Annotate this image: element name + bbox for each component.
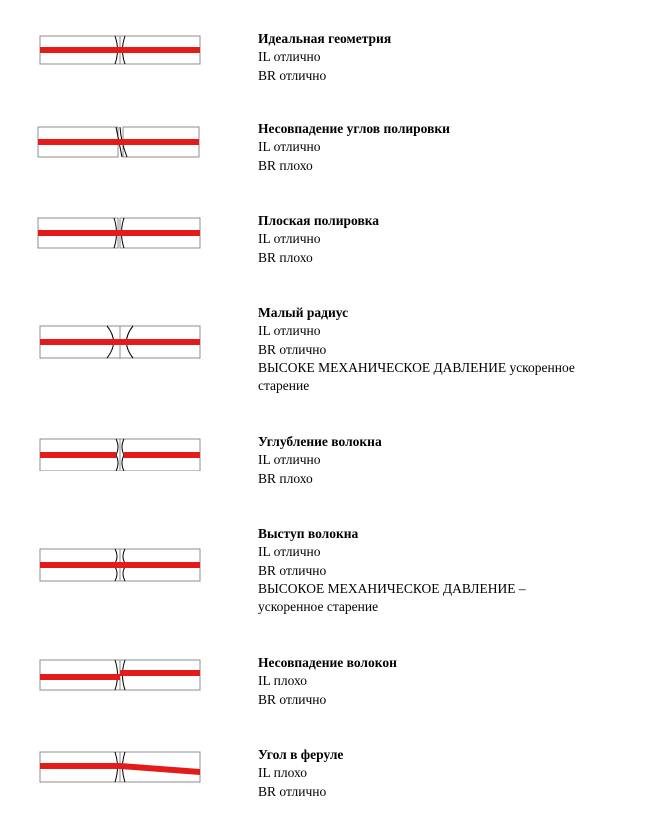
item-line: BR отлично [258,783,327,799]
item-line: BR отлично [258,67,327,83]
item-title: Плоская полировка [258,213,380,228]
item-line: IL плохо [258,765,307,781]
item-line: IL отлично [258,323,321,339]
item-line: IL отлично [258,544,321,560]
ferrule-angle-diagram [35,748,205,784]
item-title: Угол в феруле [258,747,344,762]
item-line: BR отлично [258,562,327,578]
item-title: Углубление волокна [258,434,382,449]
item-line: IL плохо [258,673,307,689]
item-line: старение [258,378,310,394]
item-line: BR плохо [258,249,313,265]
angle-mismatch-diagram [35,122,205,158]
item-line: IL отлично [258,231,321,247]
item-line: IL отлично [258,452,321,468]
item-title: Несовпадение углов полировки [258,121,450,136]
item-line: ВЫСОКЕ МЕХАНИЧЕСКОЕ ДАВЛЕНИЕ ускоренное [258,359,575,375]
item-line: IL отлично [258,139,321,155]
fiber-protrusion-diagram [35,547,205,583]
item-line: IL отлично [258,49,321,65]
item-line: BR плохо [258,157,313,173]
item-line: BR отлично [258,341,327,357]
item-line: BR отлично [258,691,327,707]
item-title: Выступ волокна [258,526,359,541]
item-title: Несовпадение волокон [258,655,397,670]
fiber-recess-diagram [35,435,205,471]
item-title: Идеальная геометрия [258,31,392,46]
item-line: ВЫСОКОЕ МЕХАНИЧЕСКОЕ ДАВЛЕНИЕ – [258,580,526,596]
flat-polish-diagram [35,214,205,250]
item-title: Малый радиус [258,305,349,320]
item-line: ускоренное старение [258,599,379,615]
item-line: BR плохо [258,470,313,486]
fiber-offset-diagram [35,656,205,692]
ideal-geometry-diagram [35,32,205,68]
small-radius-diagram [35,324,205,360]
